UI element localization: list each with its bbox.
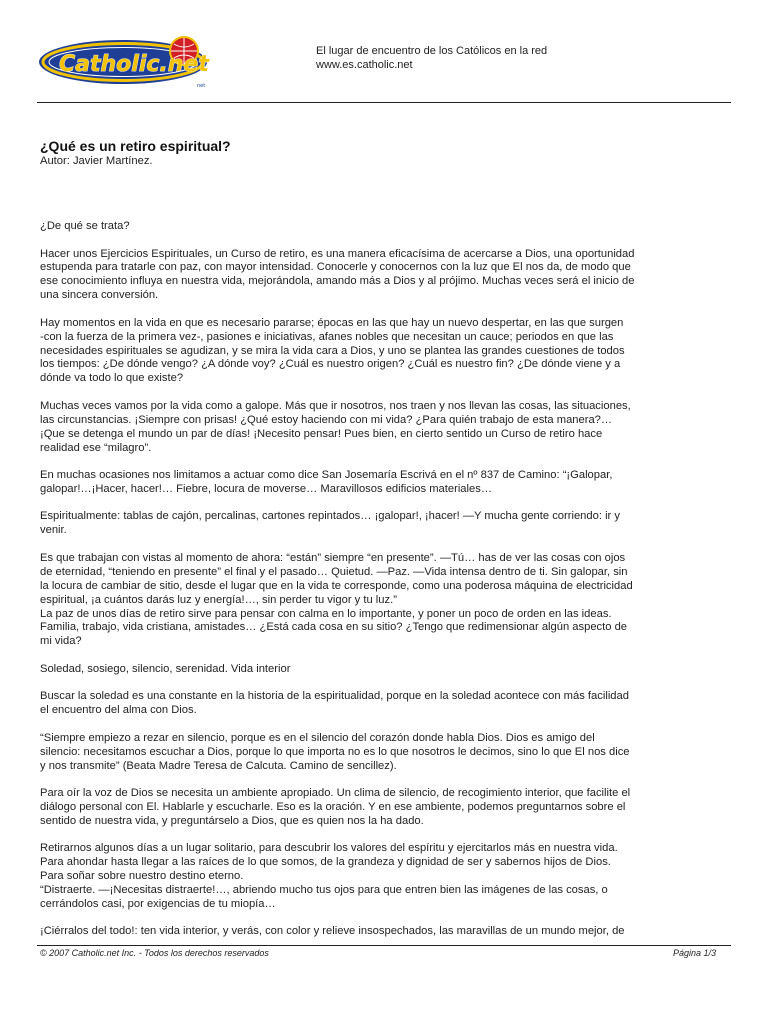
body-paragraph: Muchas veces vamos por la vida como a galope. Más que ir nosotros, nos traen y nos llevan las cosas, las situaciones, las circunstancias. ¡Siempre con prisas! ¿Qué estoy haciendo con mi vida? ¿Para quién trabajo de esta manera?… ¡Que se detenga el mundo un par de días! ¡Necesito pensar! Pues bien, en cierto sentido un Curso de retiro hace realidad ese “milagro”. [40,399,631,454]
body-paragraph: Para oír la voz de Dios se necesita un ambiente apropiado. Un clima de silencio, de recogimiento interior, que facilite el diálogo personal con El. Hablarle y escucharle. Eso es la oración. Y en ese ambiente, podemos preguntarnos sobre el sentido de nuestra vida, y preguntárselo a Dios, que es quien nos la ha dado. [40,787,631,827]
body-paragraph: ¡Ciérralos del todo!: ten vida interior, y verás, con color y relieve insospechados, las maravillas de un mundo mejor, de [40,925,625,938]
document-author: Autor: Javier Martínez. [40,155,153,167]
catholic-net-logo [37,31,213,91]
body-paragraph: Soledad, sosiego, silencio, serenidad. Vida interior [40,662,291,675]
body-paragraph: Espiritualmente: tablas de cajón, percalinas, cartones repintados… ¡galopar!, ¡hacer! —Y mucha gente corriendo: ir y venir. [40,510,620,537]
footer-page-number: Página 1/3 [672,948,716,958]
body-paragraph: “Siempre empiezo a rezar en silencio, porque es en el silencio del corazón donde habla Dios. Dios es amigo del silencio: necesitamos escuchar a Dios, porque lo que importa no es lo que nosotros le decimos, sino lo que El nos dice y nos transmite” (Beata Madre Teresa de Calcuta. Camino de sencillez). [40,731,630,772]
document-title: ¿Qué es un retiro espiritual? [40,138,231,154]
body-paragraph: En muchas ocasiones nos limitamos a actuar como dice San Josemaría Escrivá en el nº 837 de Camino: “¡Galopar, galopar!…¡Hacer, hacer!… Fiebre, locura de moverse… Maravillosos edificios materiales… [40,469,613,495]
logo-wordmark: Catholic.net [59,52,209,77]
footer-divider [37,945,731,946]
body-paragraph: Hay momentos en la vida en que es necesario pararse; épocas en las que hay un nuevo despertar, en las que surgen -con la fuerza de la primera vez-, pasiones e iniciativas, afanes nobles que necesitan un cauce; periodos en que las necesidades espirituales se agudizan, y se mira la vida cara a Dios, y uno se plantea las grandes cuestiones de todos los tiempos: ¿De dónde vengo? ¿A dónde voy? ¿Cuál es nuestro origen? ¿Cuál es nuestro fin? ¿De dónde viene y a dónde va todo lo que existe? [40,316,625,385]
document-body [40,220,730,945]
body-paragraph: Retirarnos algunos días a un lugar solitario, para descubrir los valores del espíritu y ejercitarlos más en nuestra vida. Para ahondar hasta llegar a las raíces de lo que somos, de la grandeza y dignidad de ser y sabernos hijos de Dios. Para soñar sobre nuestro destino eterno. “Distraerte. —¡Necesitas distraerte!…, abriendo mucho tus ojos para que entren bien las imágenes de las cosas, o cerrándolos casi, por exigencias de tu miopía… [40,842,618,910]
footer-copyright: © 2007 Catholic.net Inc. - Todos los derechos reservados [40,948,269,958]
header-tagline: El lugar de encuentro de los Católicos en la red [316,45,548,57]
body-paragraph: ¿De qué se trata? [40,220,130,232]
body-paragraph: Hacer unos Ejercicios Espirituales, un Curso de retiro, es una manera eficacísima de acercarse a Dios, una oportunidad estupenda para tratarle con paz, con mayor intensidad. Conocerle y conocernos con la luz que El nos da, de modo que ese conocimiento influya en nuestra vida, mejorándola, amando más a Dios y al prójimo. Muchas veces será el inicio de una sincera conversión. [40,247,635,302]
logo-small-text: net [197,83,206,89]
catholic-net-logo-mark [37,31,213,91]
header-website: www.es.catholic.net [316,59,413,71]
body-paragraph: Buscar la soledad es una constante en la historia de la espiritualidad, porque en la soledad acontece con más facilidad el encuentro del alma con Dios. [40,690,629,717]
header-info [316,44,547,72]
header-divider [37,102,731,103]
body-paragraph: Es que trabajan con vistas al momento de ahora: “están” siempre “en presente”. —Tú… has de ver las cosas con ojos de eternidad, “teniendo en presente” el final y el pasado… Quietud. —Paz. —Vida intensa dentro de ti. Sin galopar, sin la locura de cambiar de sitio, desde el lugar que en la vida te corresponde, como una poderosa máquina de electricidad espiritual, ¡a cuántos darás luz y energía!…, sin perder tu vigor y tu luz.” La paz de unos días de retiro sirve para pensar con calma en lo importante, y poner un poco de orden en las ideas. Familia, trabajo, vida cristiana, amistades… ¿Está cada cosa en su sitio? ¿Tengo que redimensionar algún aspecto de mi vida? [40,551,633,648]
